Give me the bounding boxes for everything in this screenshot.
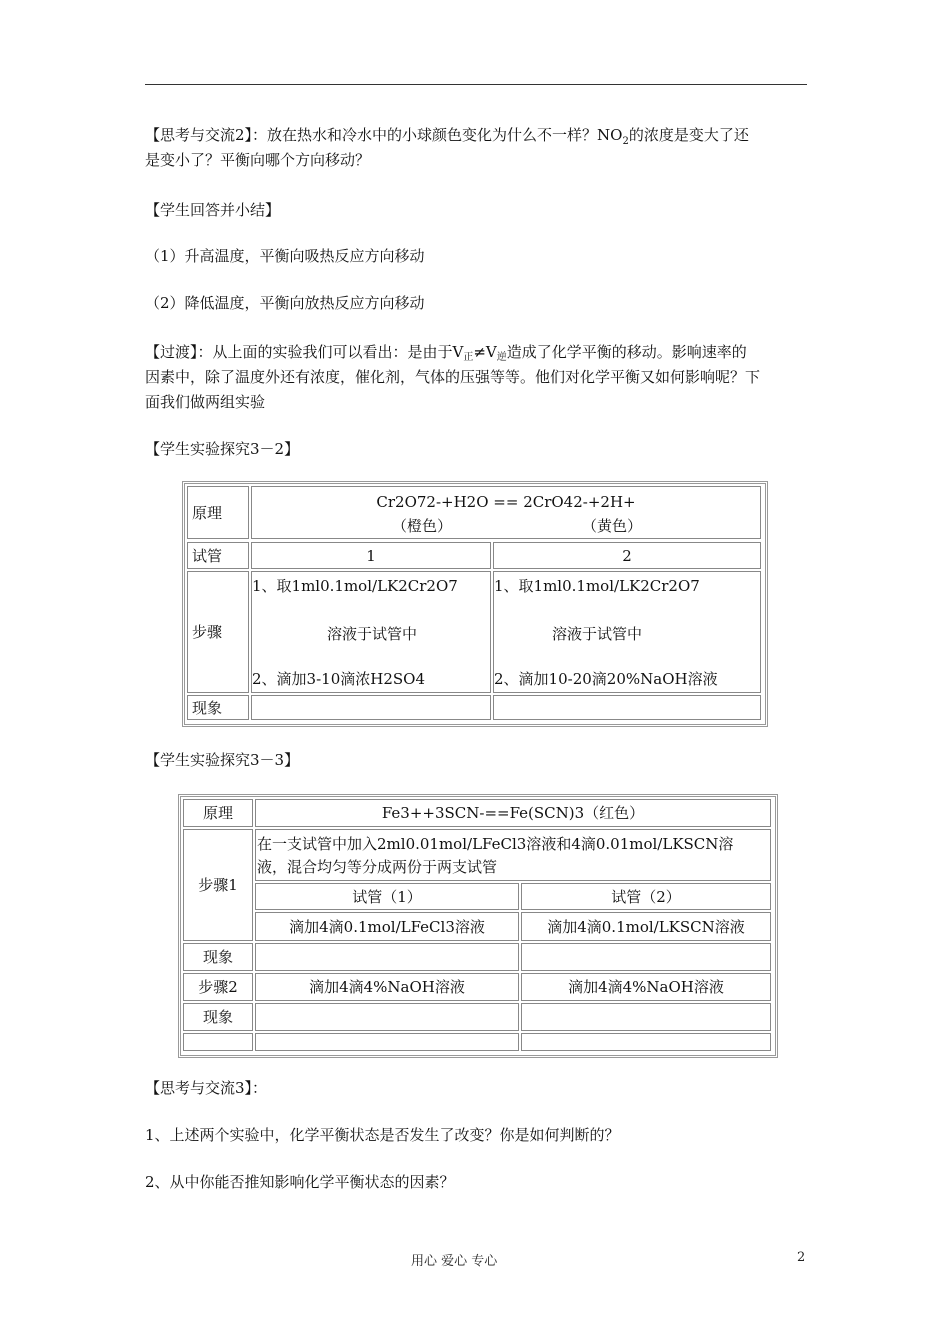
exp33-phenomenon2-tube2 <box>521 1003 771 1031</box>
exp33-phenomenon-label: 现象 <box>183 943 253 971</box>
transition-line2: 因素中，除了温度外还有浓度，催化剂，气体的压强等等。他们对化学平衡又如何影响呢？下 <box>145 368 761 386</box>
exp32-t1-step2: 2、滴加3-10滴浓H2SO4 <box>252 670 425 688</box>
exp33-phenomenon2-label: 现象 <box>183 1003 253 1031</box>
transition-line1: 【过渡】：从上面的实验我们可以看出：是由于$V_正\ne V_逆$造成了化学平衡的移动。影响速率的 <box>145 343 747 363</box>
think3-question-1: 1、上述两个实验中，化学平衡状态是否发生了改变？你是如何判断的？ <box>145 1126 620 1144</box>
exp33-heading: 【学生实验探究3－3】 <box>145 751 300 769</box>
exp33-empty-row-tube1 <box>255 1033 519 1051</box>
exp32-tube-2: 2 <box>493 542 761 569</box>
think2-line2: 是变小了？平衡向哪个方向移动？ <box>145 151 371 169</box>
exp33-step1-label: 步骤1 <box>183 829 253 941</box>
exp33-empty-row-label <box>183 1033 253 1051</box>
page-number: 2 <box>797 1250 806 1265</box>
exp32-t2-step2: 2、滴加10-20滴20%NaOH溶液 <box>494 670 718 688</box>
exp33-step2-tube1: 滴加4滴4%NaOH溶液 <box>255 973 519 1001</box>
exp32-phenomenon-tube2 <box>493 695 761 720</box>
exp32-tube-label: 试管 <box>187 542 249 569</box>
exp33-tube2-action: 滴加4滴0.1mol/LKSCN溶液 <box>521 912 771 941</box>
exp33-tube1-action: 滴加4滴0.1mol/LFeCl3溶液 <box>255 912 519 941</box>
exp32-table <box>182 481 768 727</box>
exp32-color-yellow: （黄色） <box>582 517 643 535</box>
think3-heading: 【思考与交流3】： <box>145 1079 268 1097</box>
transition-line3: 面我们做两组实验 <box>145 393 266 411</box>
exp33-principle-label: 原理 <box>183 799 253 827</box>
exp33-step2-label: 步骤2 <box>183 973 253 1001</box>
exp33-equation: Fe3++3SCN-==Fe(SCN)3（红色） <box>255 799 771 827</box>
exp33-step1-text <box>255 829 771 881</box>
exp32-principle-label: 原理 <box>187 486 249 539</box>
exp32-heading: 【学生实验探究3－2】 <box>145 440 300 458</box>
exp32-phenomenon-tube1 <box>251 695 491 720</box>
exp32-equation: Cr2O72-+H2O == 2CrO42-+2H+ <box>376 493 636 511</box>
exp32-principle-cell <box>251 486 761 539</box>
think3-question-2: 2、从中你能否推知影响化学平衡状态的因素？ <box>145 1173 455 1191</box>
exp32-steps-tube2 <box>493 571 761 693</box>
exp33-step2-tube2: 滴加4滴4%NaOH溶液 <box>521 973 771 1001</box>
exp32-t2-step1b: 溶液于试管中 <box>552 625 643 643</box>
exp33-step1-text-line2: 液，混合均匀等分成两份于两支试管 <box>257 858 498 876</box>
exp32-tube-1: 1 <box>251 542 491 569</box>
exp33-phenomenon-tube2 <box>521 943 771 971</box>
exp32-t2-step1: 1、取1ml0.1mol/LK2Cr2O7 <box>494 577 700 595</box>
exp33-step1-text-line1: 在一支试管中加入2ml0.01mol/LFeCl3溶液和4滴0.01mol/LKSCN溶 <box>257 835 734 853</box>
exp33-phenomenon2-tube1 <box>255 1003 519 1031</box>
exp32-steps-label: 步骤 <box>187 571 249 693</box>
footer-motto: 用心 爱心 专心 <box>411 1254 498 1269</box>
summary-item-2: （2）降低温度，平衡向放热反应方向移动 <box>145 294 425 312</box>
student-summary-heading: 【学生回答并小结】 <box>145 201 281 219</box>
summary-item-1: （1）升高温度，平衡向吸热反应方向移动 <box>145 247 425 265</box>
exp32-t1-step1: 1、取1ml0.1mol/LK2Cr2O7 <box>252 577 458 595</box>
exp32-color-orange: （橙色） <box>392 517 453 535</box>
exp33-table <box>178 794 778 1058</box>
exp33-phenomenon-tube1 <box>255 943 519 971</box>
exp33-tube-2: 试管（2） <box>521 883 771 910</box>
exp33-empty-row-tube2 <box>521 1033 771 1051</box>
exp32-steps-tube1 <box>251 571 491 693</box>
header-rule <box>145 84 807 85</box>
think2-line1: 【思考与交流2】：放在热水和冷水中的小球颜色变化为什么不一样？$NO_2$的浓度是变大了还 <box>145 126 749 147</box>
exp32-phenomenon-label: 现象 <box>187 695 249 720</box>
exp32-t1-step1b: 溶液于试管中 <box>327 625 418 643</box>
exp33-tube-1: 试管（1） <box>255 883 519 910</box>
